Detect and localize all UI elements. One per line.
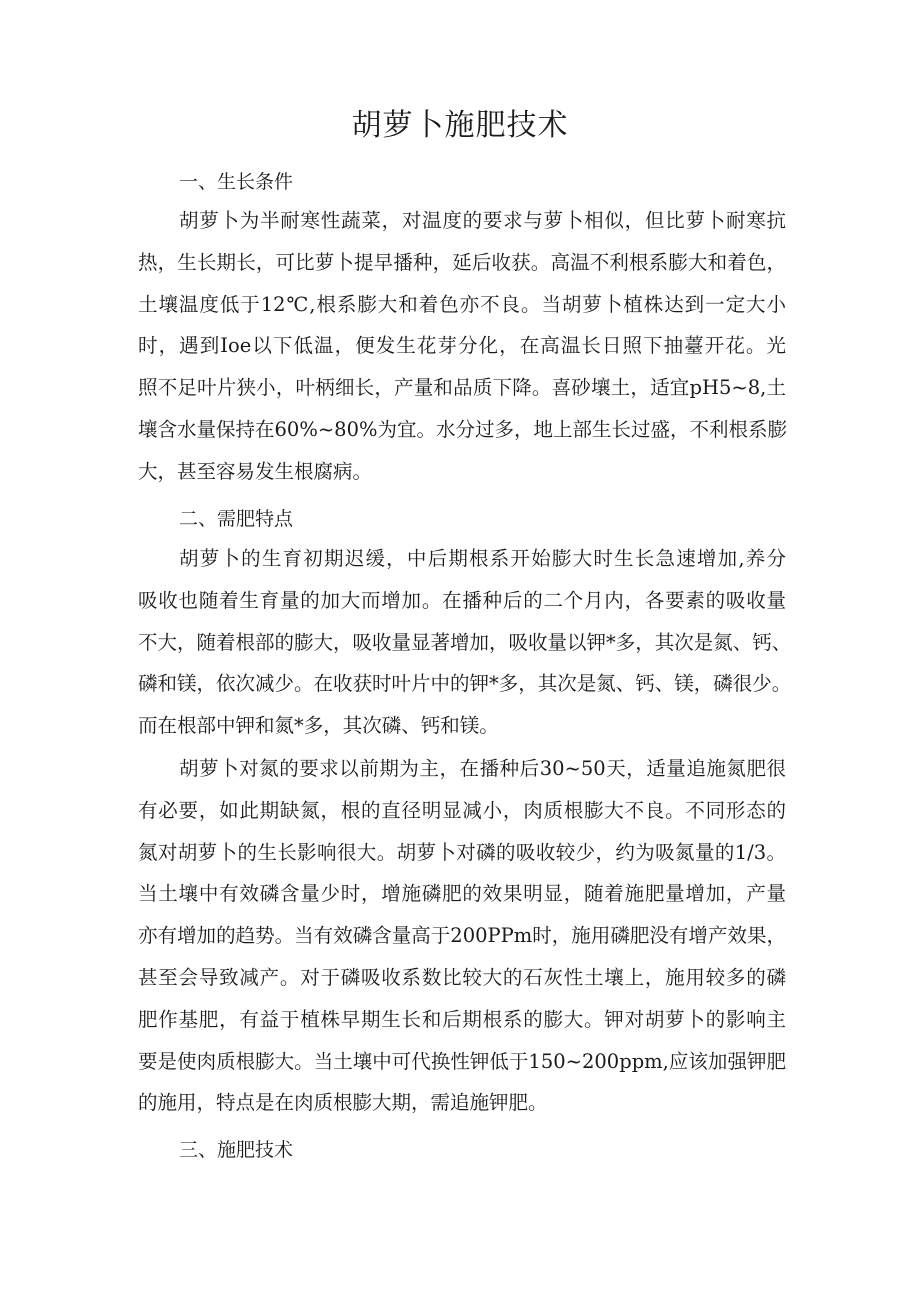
section-heading-fertilization-techniques: 三、施肥技术 [179,1139,294,1161]
text-line: 胡萝卜对氮的要求以前期为主，在播种后30~50天，适量追施氮肥很 [179,757,786,780]
text-line: 照不足叶片狭小，叶柄细长，产量和品质下降。喜砂壤土，适宜pH5~8,土 [138,376,786,400]
text-line: 不大，随着根部的膨大，吸收量显著增加，吸收量以钾*多，其次是氮、钙、 [138,630,792,654]
paragraph-fertilizer-needs-1 [138,538,792,747]
text-line: 磷和镁，依次减少。在收获时叶片中的钾*多，其次是氮、钙、镁，磷很少。 [138,672,792,696]
text-line: 有必要，如此期缺氮，根的直径明显减小，肉质根膨大不良。不同形态的 [138,798,786,822]
paragraph-fertilizer-needs-2 [138,748,786,1124]
text-line: 壤含水量保持在60%~80%为宜。水分过多，地上部生长过盛，不利根系膨 [138,417,788,441]
text-line: 氮对胡萝卜的生长影响很大。胡萝卜对磷的吸收较少，约为吸氮量的1/3。 [138,840,786,864]
text-line: 热，生长期长，可比萝卜提早播种，延后收获。高温不利根系膨大和着色， [138,250,786,274]
text-line: 土壤温度低于12℃,根系膨大和着色亦不良。当胡萝卜植株达到一定大小 [138,292,786,316]
text-line: 的施用，特点是在肉质根膨大期，需追施钾肥。 [138,1091,548,1115]
text-line: 亦有增加的趋势。当有效磷含量高于200PPm时，施用磷肥没有增产效果， [138,924,786,948]
text-line: 胡萝卜为半耐寒性蔬菜，对温度的要求与萝卜相似，但比萝卜耐寒抗 [179,209,786,232]
text-line: 胡萝卜的生育初期迟缓，中后期根系开始膨大时生长急速增加,养分 [179,547,786,570]
text-line: 吸收也随着生育量的加大而增加。在播种后的二个月内，各要素的吸收量 [138,588,786,612]
paragraph-growth-conditions [138,200,786,493]
text-line: 要是使肉质根膨大。当土壤中可代换性钾低于150~200ppm,应该加强钾肥 [138,1049,786,1073]
section-heading-growth-conditions: 一、生长条件 [179,171,294,193]
document-title: 胡萝卜施肥技术 [351,108,569,143]
text-line: 肥作基肥，有益于植株早期生长和后期根系的膨大。钾对胡萝卜的影响主 [138,1007,786,1031]
text-line: 甚至会导致减产。对于磷吸收系数比较大的石灰性土壤上，施用较多的磷 [138,965,786,989]
text-line: 而在根部中钾和氮*多，其次磷、钙和镁。 [138,714,499,738]
text-line: 时，遇到Ioe以下低温，便发生花芽分化，在高温长日照下抽薹开花。光 [138,334,786,358]
text-line: 大，甚至容易发生根腐病。 [138,459,373,483]
section-heading-fertilizer-needs: 二、需肥特点 [179,508,294,530]
text-line: 当土壤中有效磷含量少时，增施磷肥的效果明显，随着施肥量增加，产量 [138,882,786,906]
